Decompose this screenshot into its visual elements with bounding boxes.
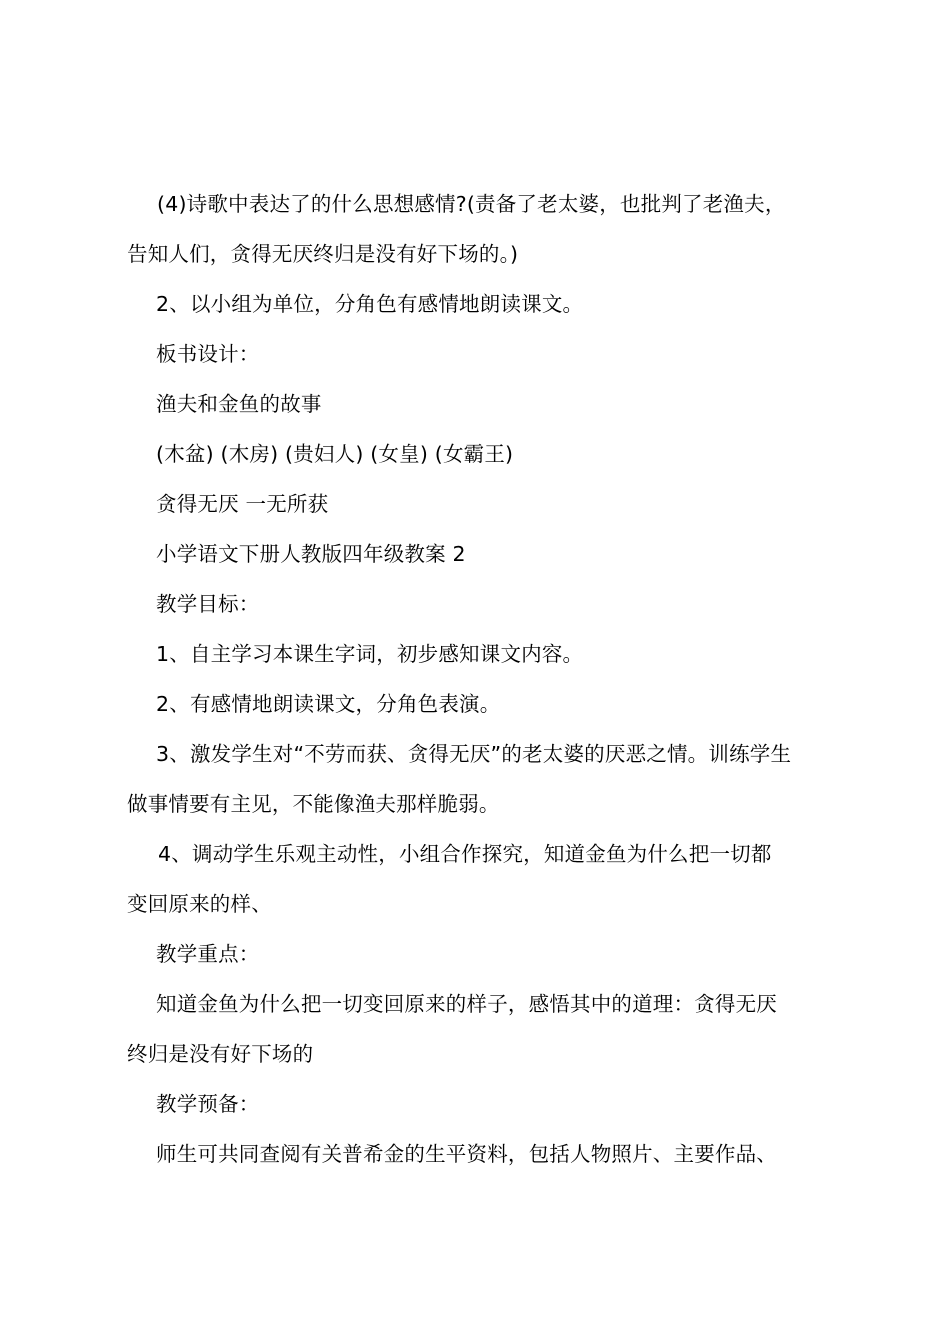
paragraph-line: 3、激发学生对“不劳而获、贪得无厌”的老太婆的厌恶之情。训练学生 xyxy=(156,742,792,766)
paragraph-line: 渔夫和金鱼的故事 xyxy=(156,392,322,416)
paragraph-line: 2、以小组为单位，分角色有感情地朗读课文。 xyxy=(156,292,584,316)
section-heading: 教学目标： xyxy=(156,592,260,616)
paragraph-line: (木盆) (木房) (贵妇人) (女皇) (女霸王) xyxy=(156,442,514,466)
paragraph-line: 告知人们，贪得无厌终归是没有好下场的。) xyxy=(127,242,519,266)
section-heading: 板书设计： xyxy=(156,342,260,366)
section-heading: 教学重点： xyxy=(156,942,260,966)
paragraph-line: 1、自主学习本课生字词，初步感知课文内容。 xyxy=(156,642,584,666)
paragraph-line: 变回原来的样、 xyxy=(127,892,272,916)
section-heading: 教学预备： xyxy=(156,1092,260,1116)
paragraph-line: 4、调动学生乐观主动性，小组合作探究，知道金鱼为什么把一切都 xyxy=(158,842,772,866)
section-heading: 小学语文下册人教版四年级教案 2 xyxy=(156,542,466,566)
paragraph-line: 贪得无厌 一无所获 xyxy=(156,492,329,516)
paragraph-line: 2、有感情地朗读课文，分角色表演。 xyxy=(156,692,501,716)
paragraph-line: 知道金鱼为什么把一切变回原来的样子，感悟其中的道理：贪得无厌 xyxy=(156,992,777,1016)
paragraph-line: 做事情要有主见，不能像渔夫那样脆弱。 xyxy=(127,792,500,816)
paragraph-line: 师生可共同查阅有关普希金的生平资料，包括人物照片、主要作品、 xyxy=(156,1142,777,1166)
paragraph-line: (4)诗歌中表达了的什么思想感情?(责备了老太婆，也批判了老渔夫， xyxy=(157,192,786,216)
paragraph-line: 终归是没有好下场的 xyxy=(127,1042,314,1066)
